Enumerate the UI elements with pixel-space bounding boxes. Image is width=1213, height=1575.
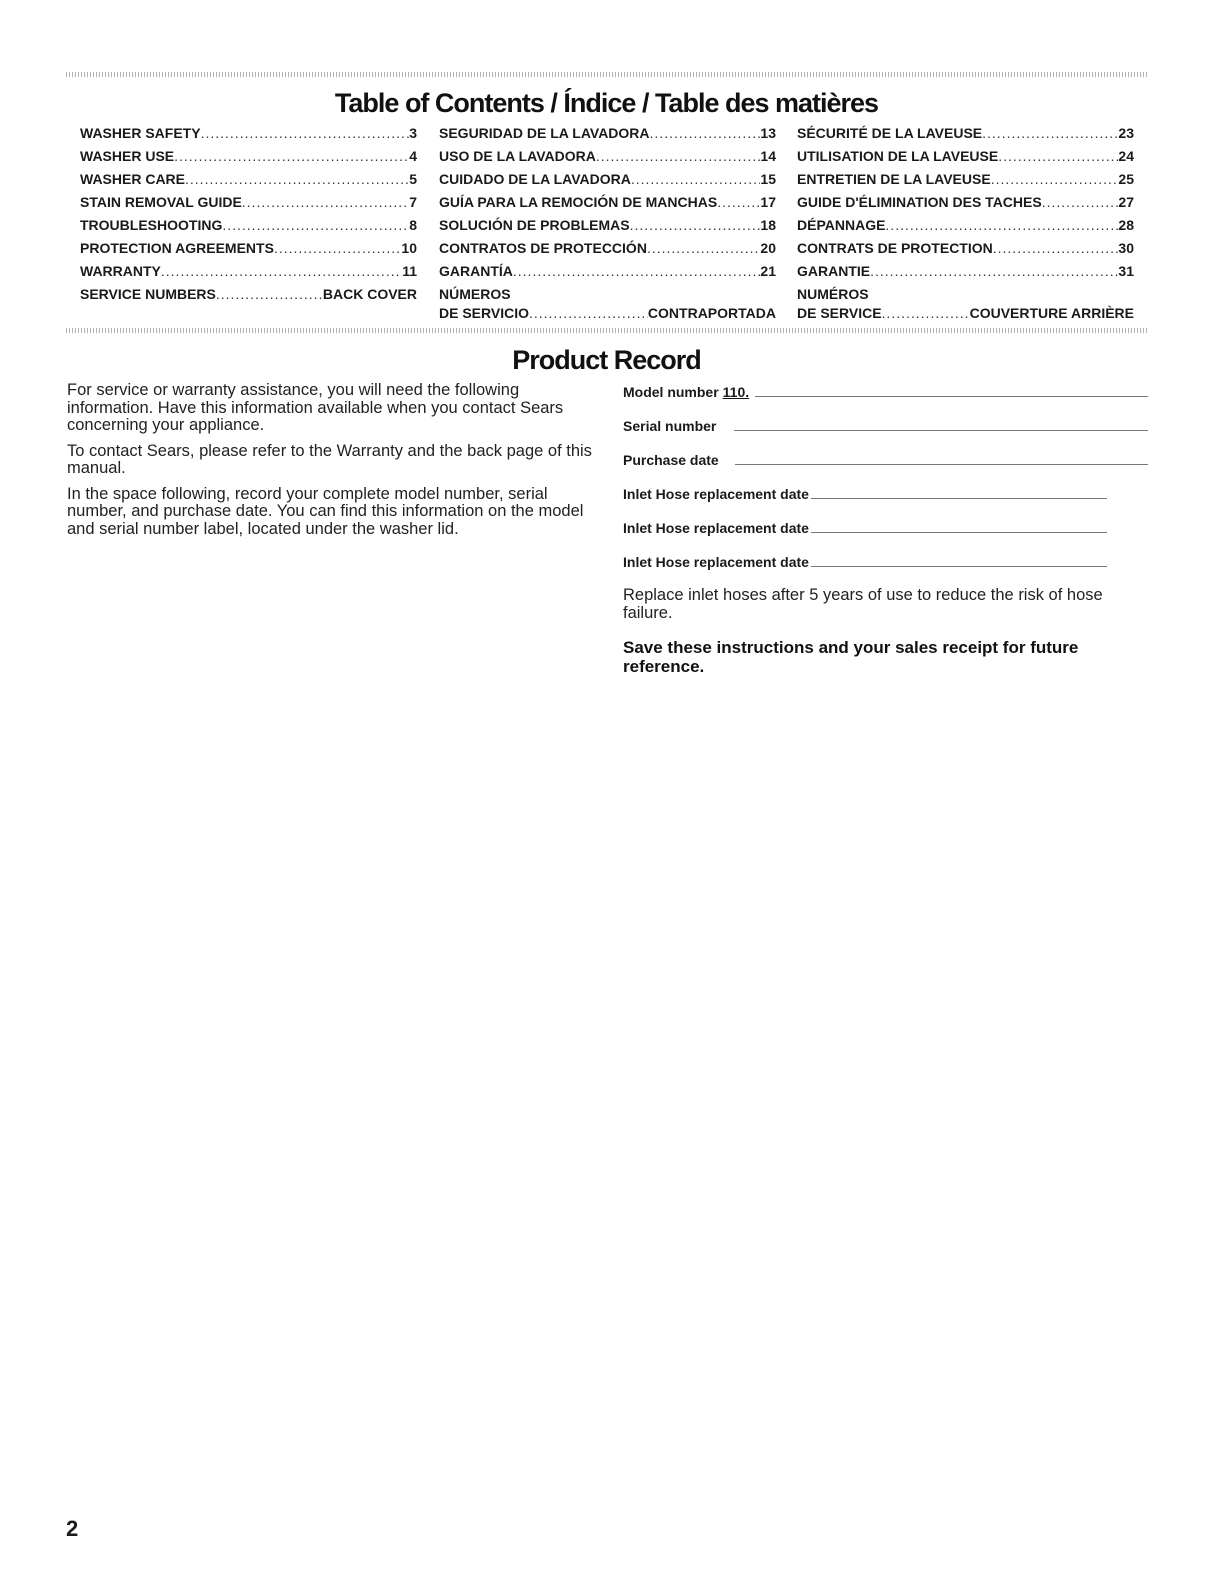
intro-paragraph: In the space following, record your complete model number, serial number, and purchase date. You can find this information on the model and serial number label, located under the washer lid.: [67, 484, 584, 538]
toc-entry-page: CONTRAPORTADA: [647, 305, 776, 321]
toc-entry-label: CUIDADO DE LA LAVADORA: [439, 171, 631, 187]
toc-entry-page: COUVERTURE ARRIÈRE: [969, 305, 1134, 321]
toc-entry[interactable]: [797, 286, 1134, 325]
leader-dots: [882, 305, 970, 321]
fill-in-line[interactable]: [811, 484, 1107, 499]
save-instructions-note: Save these instructions and your sales receipt for future reference.: [623, 638, 1079, 676]
toc-entry[interactable]: [80, 263, 417, 286]
toc-entry-label-line2: DE SERVICE: [797, 305, 882, 321]
toc-entry-label: USO DE LA LAVADORA: [439, 148, 596, 164]
field-label: Purchase date: [623, 452, 719, 468]
toc-entry-page: 18: [760, 217, 776, 233]
leader-dots: [991, 171, 1119, 187]
leader-dots: [1042, 194, 1119, 210]
toc-entry-page: 27: [1118, 194, 1134, 210]
section-divider: [66, 328, 1148, 333]
fill-in-line[interactable]: [735, 450, 1148, 465]
leader-dots: [513, 263, 761, 279]
toc-entry-label: GARANTÍA: [439, 263, 513, 279]
toc-entry-label: SEGURIDAD DE LA LAVADORA: [439, 125, 650, 141]
toc-entry-label: UTILISATION DE LA LAVEUSE: [797, 148, 999, 164]
toc-entry-page: 24: [1118, 148, 1134, 164]
toc-entry-label: TROUBLESHOOTING: [80, 217, 223, 233]
toc-entry-page: 13: [760, 125, 776, 141]
toc-entry[interactable]: [797, 125, 1134, 148]
toc-entry-page: 14: [760, 148, 776, 164]
toc-entry-page: 21: [760, 263, 776, 279]
toc-entry-page: 20: [760, 240, 776, 256]
leader-dots: [885, 217, 1118, 233]
purchase-date-field[interactable]: [623, 450, 1148, 470]
fill-in-line[interactable]: [811, 518, 1107, 533]
toc-entry[interactable]: [797, 194, 1134, 217]
fill-in-line[interactable]: [755, 382, 1148, 397]
toc-entry[interactable]: [439, 286, 776, 325]
toc-entry[interactable]: [80, 148, 417, 171]
field-label: Serial number: [623, 418, 717, 434]
leader-dots: [529, 305, 648, 321]
model-number-prefix: 110.: [722, 384, 750, 400]
toc-entry-page: 3: [409, 125, 417, 141]
toc-entry-label: ENTRETIEN DE LA LAVEUSE: [797, 171, 991, 187]
hose-date-field-1[interactable]: [623, 484, 1107, 504]
leader-dots: [998, 148, 1118, 164]
leader-dots: [201, 125, 410, 141]
toc-entry[interactable]: [439, 148, 776, 171]
toc-entry[interactable]: [439, 263, 776, 286]
toc-entry-page: BACK COVER: [322, 286, 417, 302]
field-label: Model number: [623, 384, 719, 400]
toc-entry[interactable]: [80, 217, 417, 240]
toc-entry-page: 23: [1118, 125, 1134, 141]
toc-entry[interactable]: [439, 217, 776, 240]
toc-entry-label: NUMÉROS: [797, 286, 869, 302]
toc-entry-label: GUIDE D'ÉLIMINATION DES TACHES: [797, 194, 1042, 210]
page-number: 2: [66, 1516, 79, 1541]
leader-dots: [650, 125, 761, 141]
toc-entry-label: WASHER USE: [80, 148, 175, 164]
leader-dots: [870, 263, 1118, 279]
product-record-title: Product Record: [512, 345, 701, 375]
toc-column-english: [80, 125, 417, 309]
field-label: Inlet Hose replacement date: [623, 520, 809, 536]
field-label: Inlet Hose replacement date: [623, 486, 809, 502]
toc-entry-page: 5: [409, 171, 417, 187]
toc-entry-label: NÚMEROS: [439, 286, 511, 302]
leader-dots: [596, 148, 761, 164]
toc-entry-page: 11: [402, 263, 417, 279]
toc-entry[interactable]: [80, 171, 417, 194]
toc-entry-label: CONTRATS DE PROTECTION: [797, 240, 993, 256]
toc-entry-page: 28: [1118, 217, 1134, 233]
toc-entry[interactable]: [797, 240, 1134, 263]
leader-dots: [222, 217, 409, 233]
toc-entry-label: PROTECTION AGREEMENTS: [80, 240, 274, 256]
toc-entry-label: SÉCURITÉ DE LA LAVEUSE: [797, 125, 983, 141]
toc-entry[interactable]: [797, 171, 1134, 194]
toc-entry-label: DÉPANNAGE: [797, 217, 886, 233]
hose-date-field-2[interactable]: [623, 518, 1107, 538]
toc-entry-label: SOLUCIÓN DE PROBLEMAS: [439, 217, 630, 233]
toc-entry[interactable]: [797, 217, 1134, 240]
top-divider: [66, 72, 1148, 77]
toc-entry[interactable]: [80, 125, 417, 148]
toc-entry-label: WARRANTY: [80, 263, 161, 279]
toc-entry[interactable]: [80, 194, 417, 217]
toc-entry-page: 15: [760, 171, 776, 187]
toc-entry-page: 8: [409, 217, 417, 233]
leader-dots: [174, 148, 409, 164]
toc-entry[interactable]: [439, 240, 776, 263]
toc-entry[interactable]: [797, 263, 1134, 286]
toc-entry-label: CONTRATOS DE PROTECCIÓN: [439, 240, 647, 256]
toc-entry-label: SERVICE NUMBERS: [80, 286, 216, 302]
intro-paragraph: For service or warranty assistance, you will need the following information. Have this information available when you contact Sears concerning your appliance.: [67, 381, 564, 434]
model-number-field[interactable]: [623, 382, 1148, 402]
toc-entry-label: GUÍA PARA LA REMOCIÓN DE MANCHAS: [439, 194, 718, 210]
leader-dots: [631, 171, 761, 187]
field-label: Inlet Hose replacement date: [623, 554, 809, 570]
intro-paragraph: To contact Sears, please refer to the Warranty and the back page of this manual.: [67, 441, 592, 477]
leader-dots: [982, 125, 1118, 141]
toc-entry-label: WASHER CARE: [80, 171, 186, 187]
hose-date-field-3[interactable]: [623, 552, 1107, 572]
toc-entry-page: 17: [760, 194, 776, 210]
fill-in-line[interactable]: [734, 416, 1148, 431]
toc-entry-page: 10: [401, 240, 417, 256]
toc-entry-page: 31: [1118, 263, 1134, 279]
leader-dots: [717, 194, 760, 210]
product-record-form: [623, 382, 1148, 676]
fill-in-line[interactable]: [811, 552, 1107, 567]
toc-entry[interactable]: [439, 194, 776, 217]
toc-column-french: [797, 125, 1134, 325]
toc-entry-page: 7: [409, 194, 417, 210]
serial-number-field[interactable]: [623, 416, 1148, 436]
toc-entry-label: WASHER SAFETY: [80, 125, 201, 141]
leader-dots: [993, 240, 1119, 256]
toc-entry-label: STAIN REMOVAL GUIDE: [80, 194, 242, 210]
product-record-intro: [67, 382, 597, 546]
toc-entry-page: 30: [1118, 240, 1134, 256]
leader-dots: [242, 194, 409, 210]
toc-entry[interactable]: [439, 125, 776, 148]
leader-dots: [630, 217, 761, 233]
toc-entry[interactable]: [80, 240, 417, 263]
toc-entry-label-line2: DE SERVICIO: [439, 305, 529, 321]
toc-entry-label: GARANTIE: [797, 263, 871, 279]
replace-hoses-note: Replace inlet hoses after 5 years of use to reduce the risk of hose failure.: [623, 586, 1103, 622]
leader-dots: [216, 286, 323, 302]
toc-entry-page: 25: [1118, 171, 1134, 187]
leader-dots: [161, 263, 402, 279]
leader-dots: [647, 240, 760, 256]
toc-title: Table of Contents / Índice / Table des matières: [334, 88, 879, 118]
toc-column-spanish: [439, 125, 776, 325]
toc-entry[interactable]: [439, 171, 776, 194]
toc-entry-page: 4: [409, 148, 417, 164]
toc-entry[interactable]: [80, 286, 417, 309]
leader-dots: [274, 240, 401, 256]
leader-dots: [185, 171, 409, 187]
toc-entry[interactable]: [797, 148, 1134, 171]
